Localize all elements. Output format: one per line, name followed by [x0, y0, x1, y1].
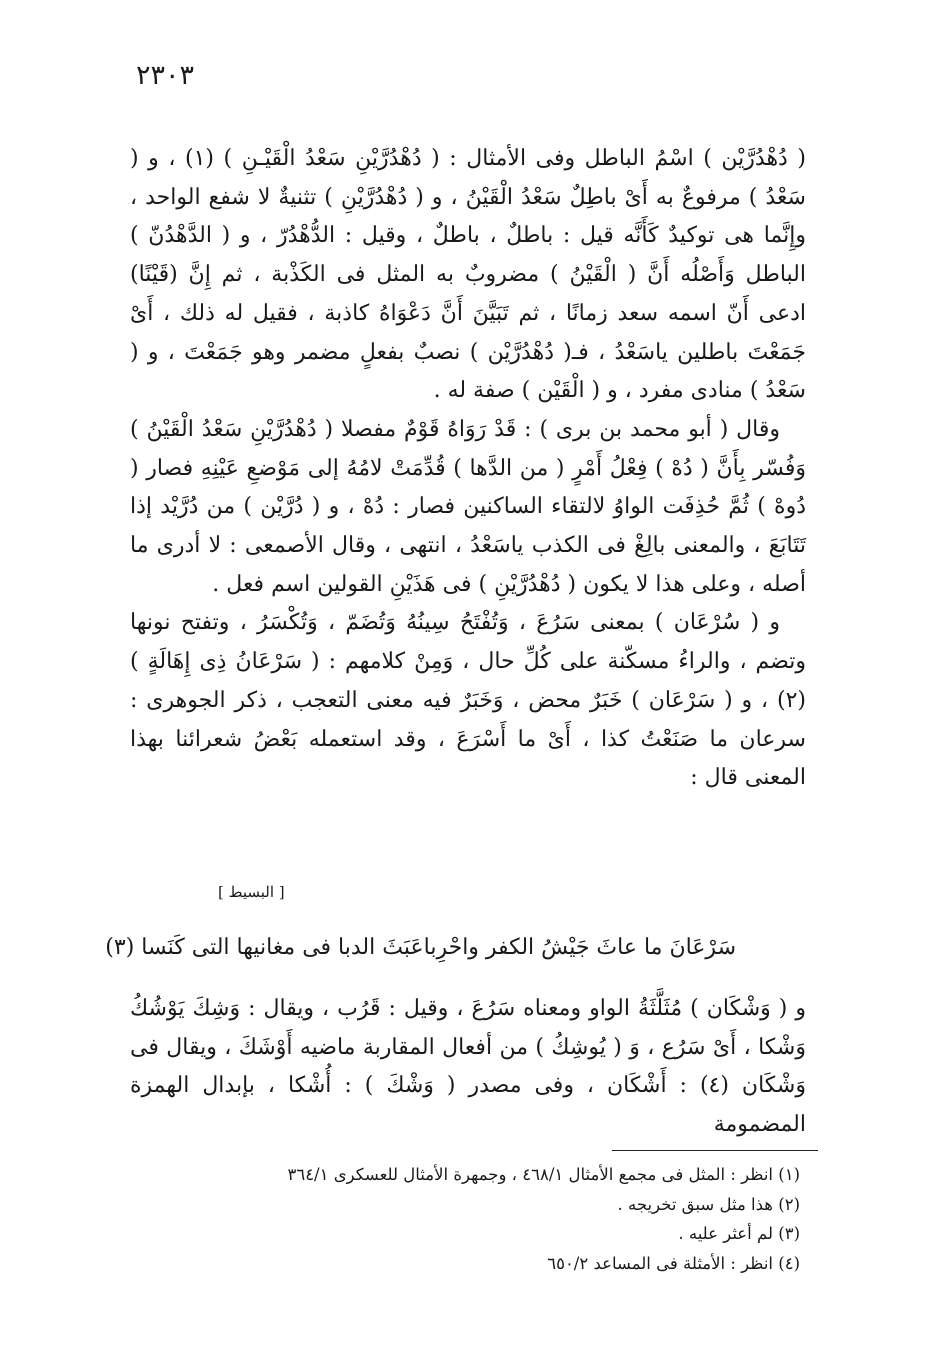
footnotes	[160, 1160, 800, 1278]
footnote-separator	[612, 1150, 818, 1151]
verse-second-hemistich: عَبَثَ الدبا فى مغانيها التى كَنَسا (٣)	[105, 935, 424, 960]
poem-verse	[105, 935, 736, 960]
footnote: (٤) انظر : الأمثلة فى المساعد ٦٥٠/٢	[547, 1253, 800, 1273]
paragraph: و ( وَشْكَان ) مُثَلَّثَةُ الواو ومعناه سَرُعَ ، وقيل : قَرُب ، ويقال : وَشِكَ يَوْشُكُ وَشْكا ، أَىْ سَرُع ، وَ ( يُوشِكُ ) من أفعال المقاربة ماضيه أَوْشَكَ ، ويقال فى وَشْكَان (٤) : أَشْكَان ، وفى مصدر ( وَشْكَ ) : أُشْكا ، بإبدال الهمزة المضمومة	[130, 996, 806, 1138]
page-number: ٢٣٠٣	[136, 60, 195, 91]
poem-meter: [ البسيط ]	[218, 883, 285, 901]
footnote: (٢) هذا مثل سبق تخريجه .	[617, 1194, 800, 1214]
main-text	[130, 140, 806, 798]
paragraph: و ( سُرْعَان ) بمعنى سَرُعَ ، وَتُفْتَحُ سِينُهُ وَتُضَمّ ، وَتُكْسَرُ ، وتفتح نونها وتضم ، والراءُ مسكّنة على كُلِّ حال ، وَمِنْ كلامهم : ( سَرْعَانُ ذِى إِهَالَةٍ ) (٢) ، و ( سَرْعَان ) خَبَرٌ محض ، وَخَبَرٌ فيه معنى التعجب ، ذكر الجوهرى : سرعان ما صَنَعْتُ كذا ، أَىْ ما أَسْرَعَ ، وقد استعمله بَعْضُ شعرائنا بهذا المعنى قال :	[130, 610, 806, 791]
footnote: (١) انظر : المثل فى مجمع الأمثال ٤٦٨/١ ، وجمهرة الأمثال للعسكرى ٣٦٤/١	[287, 1165, 800, 1184]
main-text-continued	[130, 990, 806, 1145]
paragraph: وقال ( أبو محمد بن برى ) : قَدْ رَوَاهُ قَوْمٌ مفصلا ( دُهْدُرَّيْنِ سَعْدُ الْقَيْنُ ) وَفُسّر بِأَنَّ ( دُهْ ) فِعْلُ أَمْرٍ ( من الدَّها ) قُدِّمَتْ لامُهُ إلى مَوْضعِ عَيْنِهِ فصار ( دُوهْ ) ثُمَّ حُذِفَت الواوُ لالتقاء الساكنين فصار : دُهْ ، و ( دُرَّيْن ) من دُرَّيْد إذا تَتَابَعَ ، والمعنى بالِغْ فى الكذب ياسَعْدُ ، انتهى ، وقال الأصمعى : لا أدرى ما أصله ، وعلى هذا لا يكون ( دُهْدُرَّيْنِ ) فى هَذَيْنِ القولين اسم فعل .	[130, 416, 806, 597]
verse-first-hemistich: سَرْعَانَ ما عاثَ جَيْشُ الكفر واحْرِبا	[423, 935, 736, 960]
footnote: (٣) لم أعثر عليه .	[678, 1224, 800, 1243]
paragraph: ( دُهْدُرَّيْن ) اسْمُ الباطل وفى الأمثال : ( دُهْدُرَّيْنِ سَعْدُ الْقَيْـنِ ) (١) ، و ( سَعْدُ ) مرفوعٌ به أَىْ باطِلٌ سَعْدُ الْقَيْنُ ، و ( دُهْدُرَّيْنِ ) تثنيةٌ لا شفع الواحد ، وإِنَّما هى توكيدٌ كَأَنَّه قيل : باطلٌ ، باطلٌ ، وقيل : الدُّهْدُرّ ، و ( الدَّهْدُنّ ) الباطل وَأَصْلُه أَنَّ ( الْقَيْنُ ) مضروبٌ به المثل فى الكَذْبة ، ثم إِنَّ (قَيْنًا) ادعى أَنّ اسمه سعد زمانًا ، ثم تَبَيَّنَ أَنَّ دَعْوَاهُ كاذبة ، فقيل له ذلك ، أَىْ جَمَعْتَ باطلين ياسَعْدُ ، فـ( دُهْدُرَّيْن ) نصبٌ بفعلٍ مضمر وهو جَمَعْتَ ، و ( سَعْدُ ) منادى مفرد ، و ( الْقَيْن ) صفة له .	[130, 146, 806, 404]
